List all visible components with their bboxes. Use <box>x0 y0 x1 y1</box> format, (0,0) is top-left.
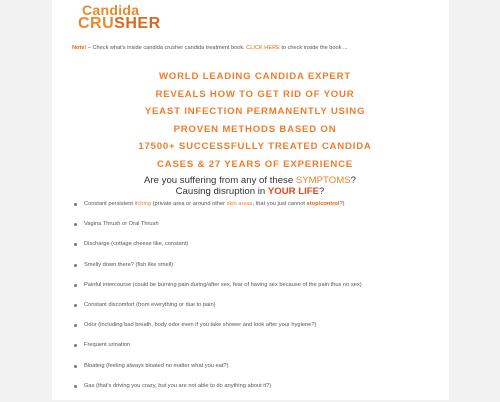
symptom-text: Bloating (feeling always bloated no matter what you eat?) <box>84 362 229 369</box>
note-label: Note! <box>72 45 87 51</box>
bullet-icon <box>74 284 77 287</box>
question-mark: ? <box>319 186 325 197</box>
headline-line: 17500+ SUCCESSFULLY TREATED CANDIDA <box>138 141 372 153</box>
bullet-icon <box>74 385 77 388</box>
note-banner <box>72 45 432 51</box>
your-life-highlight: YOUR LIFE <box>267 186 320 197</box>
symptom-text: Constant persistent <box>84 201 135 207</box>
symptom-text: Discharge (cottage cheese like, constant) <box>84 241 189 248</box>
bullet-icon <box>74 304 77 307</box>
logo-line-2 <box>78 15 161 33</box>
headline-line: WORLD LEADING CANDIDA EXPERT <box>158 71 352 82</box>
symptom-highlight: itching <box>134 201 152 207</box>
question-text: Causing disruption in <box>175 186 268 197</box>
symptom-text: Constant discomfort (from everything or due to pain) <box>84 301 216 308</box>
click-here-link[interactable]: CLICK HERE <box>246 45 280 51</box>
symptom-item <box>72 200 432 220</box>
symptom-highlight: stop/control <box>306 201 340 207</box>
bullet-icon <box>74 344 77 347</box>
note-text-after: to check inside the book ... <box>279 45 348 51</box>
symptom-text: Smelly down there? (fish like smell) <box>84 261 174 268</box>
question-line-2 <box>100 186 400 197</box>
headline-line: REVEALS HOW TO GET RID OF YOUR <box>155 88 355 100</box>
bullet-icon <box>74 243 77 246</box>
bullet-icon <box>74 203 77 206</box>
question-line-1 <box>100 175 400 186</box>
question-text: Are you suffering from any of these <box>144 175 296 186</box>
note-text-before: – Check what's inside candida crusher candida treatment book. <box>86 45 247 51</box>
bullet-icon <box>74 264 77 267</box>
headline-line: CASES & 27 YEARS OF EXPERIENCE <box>156 158 354 170</box>
symptom-item <box>72 362 432 382</box>
main-headline <box>105 68 405 174</box>
logo-line-1: Candida <box>82 2 140 18</box>
bullet-icon <box>74 365 77 368</box>
symptom-item <box>72 240 432 260</box>
symptom-text: Odor (including bad breath, body odor even if you take shower and look after your hygiene?) <box>84 322 317 329</box>
symptom-text: Vagina Thrush or Oral Thrush <box>84 221 159 228</box>
symptom-text: , that you just cannot <box>252 201 307 207</box>
symptom-list <box>72 200 432 402</box>
symptom-item <box>72 382 432 402</box>
symptom-item <box>72 261 432 281</box>
symptom-text: ?) <box>339 201 345 207</box>
symptom-highlight: skin areas <box>226 201 253 207</box>
headline-line: YEAST INFECTION PERMANENTLY USING <box>144 106 366 118</box>
symptom-text: Gas (that's driving you crazy, but you are not able to do anything about it?) <box>84 382 272 389</box>
bullet-icon <box>74 223 77 226</box>
symptom-item <box>72 281 432 301</box>
bullet-icon <box>74 324 77 327</box>
symptom-item <box>72 341 432 361</box>
symptom-text: Frequent urination <box>84 342 131 349</box>
symptom-text: Painful intercourse (could be burning pain during/after sex, fear of having sex because of the pain thus no sex) <box>84 281 362 288</box>
symptom-item <box>72 301 432 321</box>
candida-crusher-logo[interactable] <box>78 2 178 34</box>
symptom-item <box>72 220 432 240</box>
headline-line: PROVEN METHODS BASED ON <box>173 123 337 135</box>
question-mark: ? <box>350 175 356 186</box>
logo-line-2a: CRU <box>78 15 115 32</box>
symptoms-highlight: SYMPTOMS <box>295 175 351 186</box>
logo-line-2b: SHER <box>114 15 161 32</box>
symptoms-question <box>100 175 400 197</box>
symptom-text: (private area or around other <box>151 201 227 207</box>
symptom-item <box>72 321 432 341</box>
